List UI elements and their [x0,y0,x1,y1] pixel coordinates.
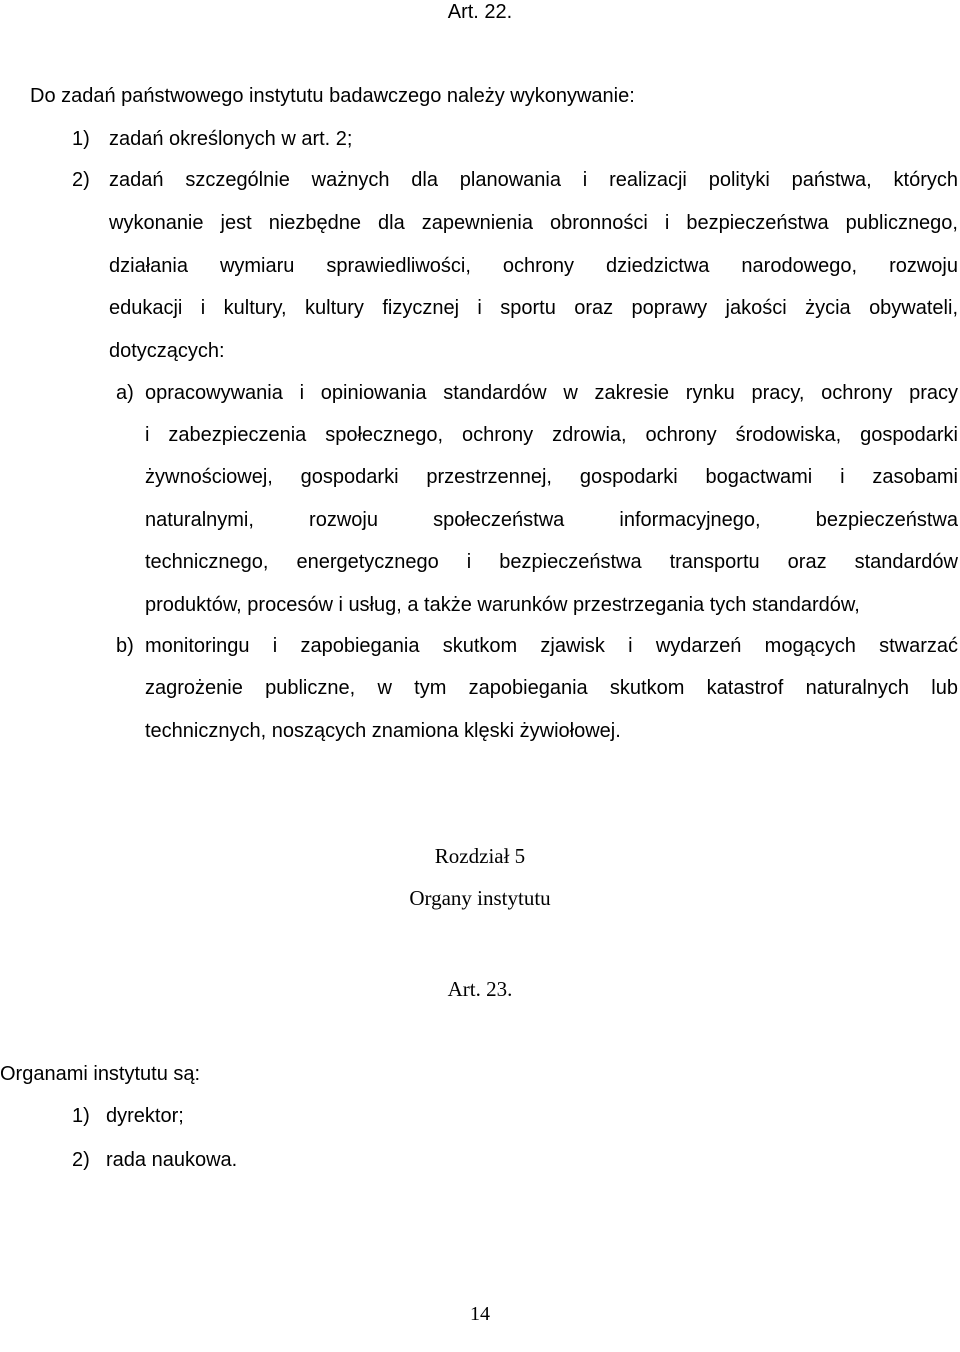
sublist-text-line: opracowywania i opiniowania standardów w zakresie rynku pracy, ochrony pracy [145,383,958,404]
list-item-text: rada naukowa. [106,1149,238,1171]
chapter-number: Rozdział 5 [434,844,526,868]
sublist-text-line: monitoringu i zapobiegania skutkom zjawisk i wydarzeń mogących stwarzać [145,636,958,657]
list-item-number: 2) [72,1149,90,1171]
article-22-heading: Art. 22. [447,1,513,23]
sublist-text-line: naturalnymi, rozwoju społeczeństwa informacyjnego, bezpieczeństwa [145,510,958,531]
article-23-intro: Organami instytutu są: [0,1063,201,1085]
article-23-heading: Art. 23. [447,977,513,1001]
sublist-text-line: produktów, procesów i usług, a także warunków przestrzegania tych standardów, [145,594,860,616]
page-number: 14 [470,1303,490,1325]
chapter-title: Organy instytutu [409,886,551,910]
list-item-text: dyrektor; [106,1105,184,1127]
list-item-text-line: wykonanie jest niezbędne dla zapewnienia obronności i bezpieczeństwa publicznego, [109,213,958,234]
list-item-text: zadań określonych w art. 2; [109,128,353,150]
list-item-text-line: działania wymiaru sprawiedliwości, ochrony dziedzictwa narodowego, rozwoju [109,256,958,277]
sublist-label: a) [116,382,134,404]
list-item-number: 2) [72,169,90,191]
sublist-text-line: i zabezpieczenia społecznego, ochrony zdrowia, ochrony środowiska, gospodarki [145,425,958,446]
sublist-label: b) [116,635,134,657]
sublist-text-line: technicznego, energetycznego i bezpieczeństwa transportu oraz standardów [145,552,958,573]
list-item-number: 1) [72,128,90,150]
sublist-text-line: żywnościowej, gospodarki przestrzennej, gospodarki bogactwami i zasobami [145,467,958,488]
list-item-text-line: zadań szczególnie ważnych dla planowania i realizacji polityki państwa, których [109,170,958,191]
article-22-intro: Do zadań państwowego instytutu badawczego należy wykonywanie: [30,85,635,107]
list-item-text-line: edukacji i kultury, kultury fizycznej i sportu oraz poprawy jakości życia obywateli, [109,298,958,319]
sublist-text-line: zagrożenie publiczne, w tym zapobiegania skutkom katastrof naturalnych lub [145,678,958,699]
sublist-text-line: technicznych, noszących znamiona klęski żywiołowej. [145,720,621,742]
list-item-number: 1) [72,1105,90,1127]
list-item-text-line: dotyczących: [109,340,225,362]
